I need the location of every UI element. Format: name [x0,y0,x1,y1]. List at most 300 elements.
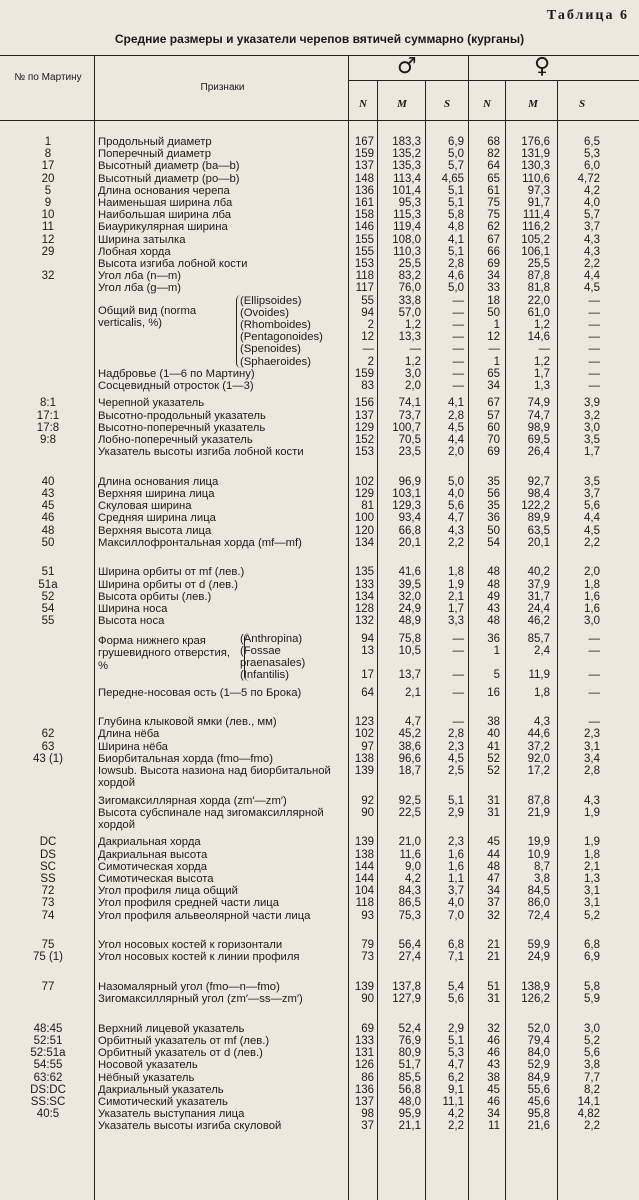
cell-martin: 63 [41,740,55,753]
cell-mm: 84,3 [398,885,421,898]
cell-fm: 106,1 [521,245,550,258]
cell-feature: Ширина орбиты от d (лев.) [98,578,239,591]
cell-fm: 176,6 [521,136,550,148]
cell-martin: 54 [41,603,55,615]
cell-fn: 46 [487,1047,500,1060]
cell-feature: Глубина клыковой ямки (лев., мм) [98,716,277,729]
cell-fm: 91,7 [527,197,550,209]
cell-feature: Наибольшая ширина лба [98,209,232,222]
cell-fm: 25,5 [527,258,550,270]
cell-fm: 45,6 [527,1096,550,1108]
cell-fn: 65 [487,367,500,380]
cell-feature: Угол профиля средней части лица [98,897,280,910]
cell-feature: Ширина носа [98,603,168,615]
cell-fs: 6,5 [584,136,600,148]
cell-feature: (Rhomboides) [240,319,311,331]
cell-fs: — [588,306,600,319]
cell-feature: Высота субспинале над зигомаксиллярной хордой [98,806,324,831]
cell-feature: Биаурикулярная ширина [98,221,228,234]
header-male-s: S [443,98,451,110]
cell-fn: 46 [487,1096,500,1108]
cell-fs: 2,1 [584,860,600,873]
cell-ms: 4,7 [448,512,464,525]
cell-mm: 56,4 [398,939,421,952]
cell-fs: — [588,319,600,331]
cell-ms: 1,9 [448,578,464,591]
cell-feature: (Infantilis) [240,669,289,682]
cell-feature: Ширина затылка [98,233,186,246]
cell-fm: 95,8 [527,1108,550,1121]
cell-feature: Лобная хорда [98,245,171,258]
cell-fn: 40 [487,728,500,741]
cell-martin: 74 [41,909,55,922]
cell-fm: 126,2 [521,993,550,1006]
cell-feature: Угол носовых костей к линии профиля [98,951,300,964]
cell-fs: — [588,716,600,729]
cell-martin: 72 [41,885,55,898]
cell-fm: 59,9 [527,939,550,952]
cell-fs: 5,2 [584,909,600,922]
cell-fs: 1,6 [584,590,600,603]
cell-feature: Скуловая ширина [98,500,192,513]
cell-fm: 74,7 [527,409,550,422]
cell-ms: 4,0 [448,897,464,910]
cell-fn: 44 [487,848,500,861]
cell-fs: 3,1 [584,897,600,910]
cell-fm: 8,7 [534,860,550,873]
cell-mm: 10,5 [398,644,421,657]
cell-mm: 2,1 [405,686,421,699]
cell-fn: 38 [487,716,500,729]
cell-fs: — [588,632,600,645]
cell-fm: 10,9 [527,848,550,861]
cell-mm: 101,4 [392,184,421,197]
cell-fs: 1,9 [584,836,600,849]
cell-ms: 5,1 [448,197,464,209]
cell-feature: Симотическая хорда [98,860,208,873]
cell-fs: 4,82 [577,1108,600,1121]
cell-mn: 167 [354,136,374,148]
cell-fs: 3,8 [584,1059,600,1072]
cell-fs: 3,0 [584,1022,600,1035]
cell-feature: Угол лба (n—m) [98,270,182,283]
cell-fs: 3,5 [584,475,600,488]
cell-fs: 14,1 [577,1096,600,1108]
cell-ms: — [452,686,464,699]
cell-feature: Дакриальная высота [98,848,208,861]
cell-mn: 81 [361,500,374,513]
group-brace [244,633,249,682]
cell-fn: 60 [487,421,500,434]
cell-fs: 1,6 [584,603,600,615]
cell-ms: 5,3 [448,1047,464,1060]
cell-fs: 3,7 [584,221,600,234]
cell-feature: Ширина орбиты от mf (лев.) [98,566,245,579]
header-bottom-rule [0,120,639,121]
cell-fn: 69 [487,258,500,270]
cell-fs: 4,3 [584,794,600,807]
cell-ms: 2,0 [448,446,464,459]
cell-mm: 38,6 [398,740,421,753]
cell-ms: 3,7 [448,885,464,898]
cell-fm: 24,9 [527,951,550,964]
cell-fm: 84,0 [527,1047,550,1060]
cell-fn: — [488,343,500,356]
cell-fm: 89,9 [527,512,550,525]
cell-fm: 81,8 [527,282,550,295]
cell-fs: 5,6 [584,1047,600,1060]
cell-mm: 27,4 [398,951,421,964]
cell-mn: 137 [354,409,374,422]
cell-mn: 92 [361,794,374,807]
cell-ms: 3,3 [448,615,464,628]
cell-martin: 8:1 [40,397,56,410]
cell-mm: 86,5 [398,897,421,910]
cell-fm: 14,6 [527,331,550,344]
cell-mm: 4,2 [405,873,421,885]
cell-mn: 55 [361,294,374,307]
cell-fs: 1,9 [584,806,600,819]
cell-fn: 32 [487,909,500,922]
cell-fs: 3,0 [584,421,600,434]
cell-martin: SS [40,873,56,885]
cell-ms: 1,8 [448,566,464,579]
cell-ms: 2,5 [448,765,464,777]
cell-fn: 52 [487,765,500,777]
cell-martin: 8 [44,148,52,161]
header-female-s: S [578,98,586,110]
cell-feature: Угол лба (g—m) [98,282,182,295]
cell-mn: 97 [361,740,374,753]
cell-mm: 52,4 [398,1022,421,1035]
cell-ms: 2,8 [448,728,464,741]
cell-mn: 98 [361,1108,374,1121]
cell-fm: 130,3 [521,160,550,173]
cell-fn: 12 [487,331,500,344]
cell-mm: 115,3 [393,209,421,222]
cell-fm: 1,7 [534,367,550,380]
cell-fs: 4,72 [577,172,600,185]
cell-mn: 69 [361,1022,374,1035]
cell-martin: 77 [41,981,55,993]
column-rule [425,80,426,1200]
cell-mm: 129,3 [392,500,421,513]
cell-fm: 72,4 [527,909,550,922]
cell-fs: 6,8 [584,939,600,952]
cell-mn: 123 [354,716,374,729]
cell-ms: 4,1 [448,233,464,246]
cell-martin: 48:45 [33,1022,63,1035]
cell-ms: 2,3 [448,836,464,849]
cell-feature: (Pentagonoides) [240,331,323,344]
cell-fs: 3,0 [584,615,600,628]
header-martin: № по Мартину [14,72,82,83]
cell-ms: 5,1 [448,794,464,807]
column-rule [377,80,378,1200]
cell-mn: 129 [354,421,374,434]
cell-feature: Назомалярный угол (fmo—n—fmo) [98,981,280,993]
cell-fn: 31 [487,794,500,807]
cell-fs: 5,2 [584,1035,600,1047]
cell-feature: Зигомаксиллярная хорда (zm′—zm′) [98,794,287,807]
cell-mm: 1,2 [405,319,421,331]
cell-ms: 6,2 [448,1071,464,1084]
cell-ms: 4,4 [448,434,464,446]
cell-martin: 52:51a [30,1047,66,1060]
cell-feature: Симотический указатель [98,1096,228,1108]
cell-martin: 17:8 [36,421,60,434]
cell-fs: 5,6 [584,500,600,513]
cell-ms: 6,8 [448,939,464,952]
cell-martin: 17:1 [36,409,60,422]
cell-mm: 93,4 [398,512,421,525]
cell-ms: — [452,632,464,645]
cell-fn: 48 [487,615,500,628]
cell-ms: — [452,380,464,392]
cell-fn: 62 [487,221,500,234]
cell-fm: 52,9 [527,1059,550,1072]
cell-feature: Угол профиля альвеолярной части лица [98,909,311,922]
header-features: Признаки [200,82,245,93]
cell-fs: 6,9 [584,951,600,964]
cell-fs: 7,7 [584,1071,600,1084]
cell-feature: (Spenoides) [240,343,301,356]
cell-fm: 110,6 [522,172,550,185]
cell-feature: Угол профиля лица общий [98,885,238,898]
cell-ms: 5,7 [448,160,464,173]
cell-martin: 46 [41,512,55,525]
cell-feature: Черепной указатель [98,397,205,410]
cell-martin: 32 [41,270,55,283]
cell-feature: Сосцевидный отросток (1—3) [98,380,254,392]
cell-fm: 1,3 [534,380,550,392]
cell-mn: 155 [354,245,374,258]
cell-fn: 48 [487,578,500,591]
cell-martin: 48 [41,524,55,537]
cell-fs: 4,4 [584,270,600,283]
cell-ms: 2,8 [448,409,464,422]
cell-ms: — [452,355,464,368]
cell-mn: 137 [354,1096,374,1108]
cell-ms: 4,5 [448,421,464,434]
cell-fs: 4,5 [584,282,600,295]
cell-feature: Продольный диаметр [98,136,212,148]
cell-mm: 51,7 [398,1059,421,1072]
cell-fm: 92,0 [527,752,550,765]
cell-feature: Указатель высоты изгиба скуловой [98,1120,282,1133]
cell-mn: 139 [354,836,374,849]
cell-mm: 4,7 [405,716,421,729]
cell-fs: 2,2 [584,1120,600,1133]
cell-martin: 20 [41,172,55,185]
cell-fm: 17,2 [527,765,550,777]
cell-fm: 22,0 [527,294,550,307]
cell-feature: (Fossae praenasales) [240,644,306,669]
cell-ms: — [452,644,464,657]
cell-fm: 2,4 [534,644,550,657]
cell-ms: 5,6 [448,993,464,1006]
cell-fn: 37 [487,897,500,910]
cell-mn: 138 [354,752,374,765]
cell-fs: — [588,644,600,657]
cell-ms: 5,1 [448,184,464,197]
cell-fm: 31,7 [527,590,550,603]
cell-martin: DS [40,848,56,861]
group-label-norma: Общий вид (norma verticalis, %) [98,304,197,330]
cell-mm: 110,3 [393,245,421,258]
cell-fn: 43 [487,603,500,615]
cell-martin: 1 [44,136,52,148]
cell-fn: 57 [487,409,500,422]
cell-ms: 2,8 [448,258,464,270]
cell-ms: — [452,331,464,344]
cell-martin: 63:62 [33,1071,63,1084]
cell-ms: 5,1 [448,245,464,258]
cell-feature: Длина основания лица [98,475,219,488]
cell-feature: Высота носа [98,615,165,628]
cell-feature: Верхняя ширина лица [98,488,215,500]
cell-martin: DC [39,836,57,849]
cell-fn: 34 [487,380,500,392]
cell-fn: 68 [487,136,500,148]
cell-mm: 74,1 [398,397,421,410]
cell-fs: 5,9 [584,993,600,1006]
cell-fn: 38 [487,1071,500,1084]
cell-mm: 83,2 [398,270,421,283]
cell-mm: 95,3 [398,197,421,209]
cell-fn: 47 [487,873,500,885]
cell-mm: 135,3 [392,160,421,173]
cell-mm: 41,6 [398,566,421,579]
cell-feature: Высотно-продольный указатель [98,409,266,422]
cell-fn: 31 [487,806,500,819]
cell-ms: — [452,294,464,307]
cell-ms: 2,9 [448,1022,464,1035]
cell-mn: 159 [354,148,374,161]
cell-ms: 6,9 [448,136,464,148]
cell-fs: — [588,669,600,682]
cell-mn: 161 [354,197,374,209]
cell-feature: Высота изгиба лобной кости [98,258,248,270]
cell-fn: 43 [487,1059,500,1072]
cell-fs: 2,8 [584,765,600,777]
cell-feature: Наименьшая ширина лба [98,197,233,209]
cell-fs: 2,0 [584,566,600,579]
cell-fn: 34 [487,1108,500,1121]
column-rule [94,55,95,1200]
cell-fn: 66 [487,245,500,258]
cell-mn: 126 [354,1059,374,1072]
cell-feature: Высотный диаметр (po—b) [98,172,240,185]
cell-ms: 1,6 [448,860,464,873]
cell-ms: 11,1 [442,1096,464,1108]
cell-fn: 36 [487,512,500,525]
cell-fm: 1,2 [534,355,550,368]
cell-fs: 6,0 [584,160,600,173]
cell-fm: 86,0 [527,897,550,910]
cell-fn: 35 [487,500,500,513]
cell-fn: 32 [487,1022,500,1035]
cell-martin: 75 [41,939,55,952]
cell-fn: 21 [487,951,500,964]
cell-feature: (Ovoides) [240,306,289,319]
cell-mm: 22,5 [398,806,421,819]
cell-mn: 139 [354,981,374,993]
cell-fm: 122,2 [521,500,550,513]
cell-ms: 5,1 [448,1035,464,1047]
cell-ms: 2,2 [448,536,464,549]
cell-fs: 8,2 [584,1083,600,1096]
cell-fn: 65 [487,172,500,185]
cell-mm: 85,5 [398,1071,421,1084]
cell-mn: 146 [354,221,374,234]
cell-mn: 159 [354,367,374,380]
cell-mm: 18,7 [398,765,421,777]
cell-mn: 86 [361,1071,374,1084]
sex-divider-rule [348,80,639,81]
cell-mn: 118 [355,270,374,283]
cell-martin: 52:51 [33,1035,63,1047]
cell-fm: 105,2 [521,233,550,246]
cell-mm: 92,5 [398,794,421,807]
cell-mn: 131 [354,1047,374,1060]
cell-mn: 137 [354,160,374,173]
cell-ms: 5,8 [448,209,464,222]
cell-feature: Лобно-поперечный указатель [98,434,253,446]
cell-martin: 40:5 [36,1108,60,1121]
cell-feature: Надбровье (1—6 по Мартину) [98,367,255,380]
cell-ms: 5,0 [448,475,464,488]
cell-ms: 4,7 [448,1059,464,1072]
cell-mn: 128 [354,603,374,615]
cell-mn: 64 [361,686,374,699]
cell-fm: 46,2 [527,615,550,628]
cell-mm: 127,9 [392,993,421,1006]
cell-mn: 100 [354,512,374,525]
cell-fm: 21,9 [527,806,550,819]
cell-martin: 17 [41,160,55,173]
cell-fm: 55,6 [527,1083,550,1096]
cell-fm: 85,7 [527,632,550,645]
cell-fm: 98,9 [527,421,550,434]
cell-fm: 111,4 [522,209,550,222]
cell-martin: 54:55 [33,1059,63,1072]
cell-feature: Длина основания черепа [98,184,230,197]
cell-feature: Указатель выступания лица [98,1108,245,1121]
cell-mm: 25,5 [398,258,421,270]
cell-martin: 73 [41,897,55,910]
cell-martin: 29 [41,245,55,258]
cell-fn: 48 [487,566,500,579]
cell-ms: 2,2 [448,1120,464,1133]
cell-fs: 1,8 [584,578,600,591]
cell-fm: 4,3 [534,716,550,729]
cell-mn: 139 [354,765,374,777]
cell-fs: 3,9 [584,397,600,410]
cell-mn: 153 [354,258,374,270]
cell-mn: 148 [354,172,374,185]
cell-fn: 64 [487,160,500,173]
cell-fn: 41 [487,740,500,753]
cell-feature: Дакриальный указатель [98,1083,224,1096]
cell-fn: 33 [487,282,500,295]
cell-mn: 155 [354,233,374,246]
column-rule [468,55,469,1200]
cell-fm: 79,4 [527,1035,550,1047]
cell-mm: 13,3 [398,331,421,344]
cell-fs: 4,5 [584,524,600,537]
cell-fs: 1,8 [584,848,600,861]
